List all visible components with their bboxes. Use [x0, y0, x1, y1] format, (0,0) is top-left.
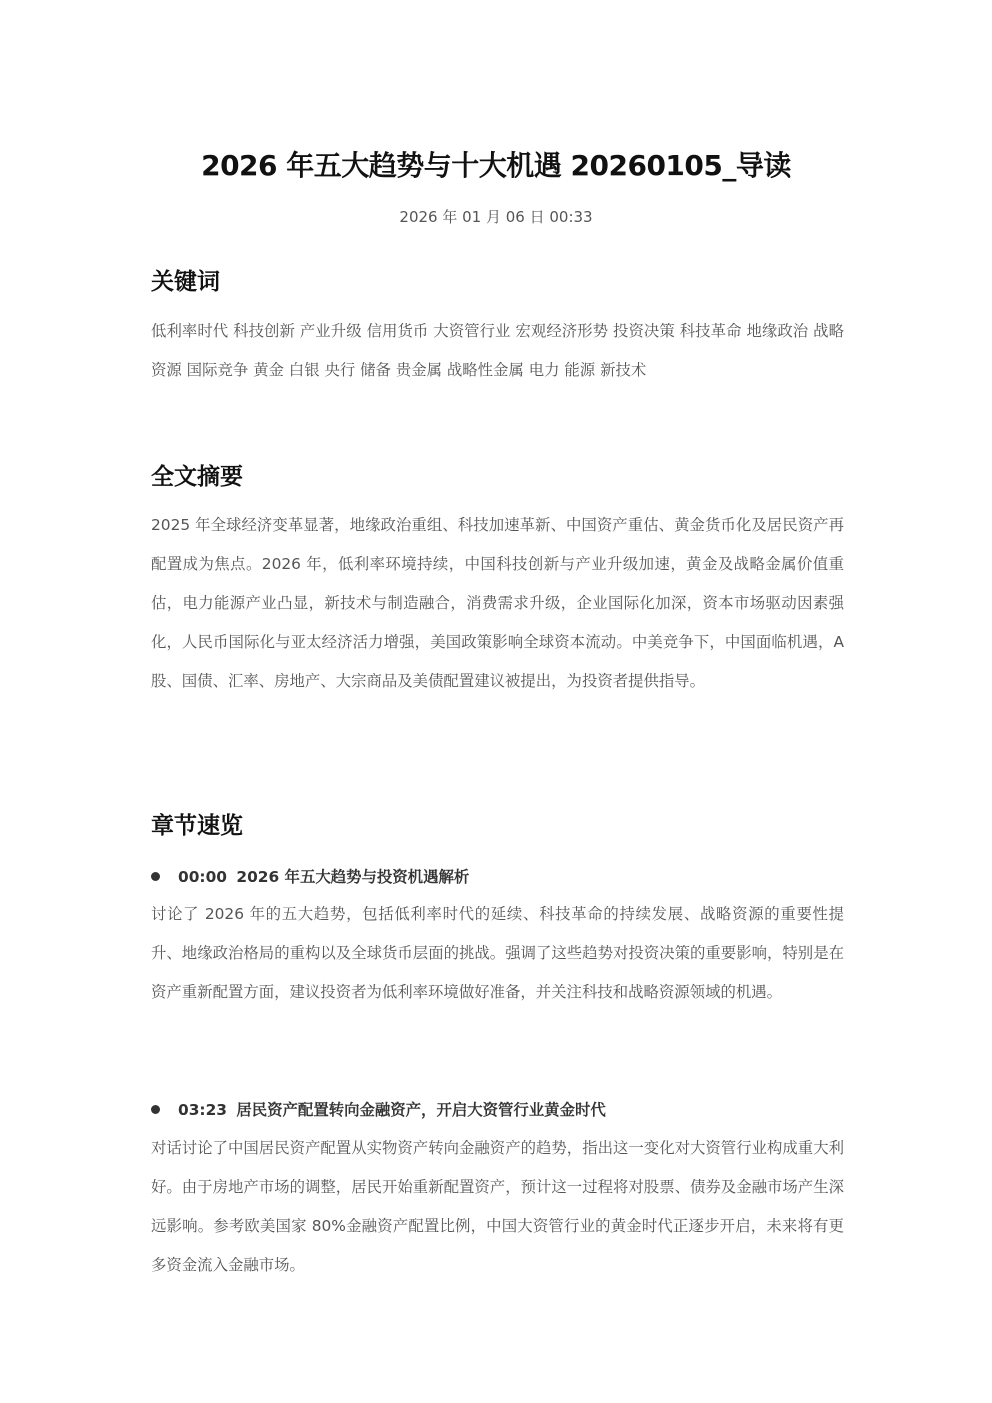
- chapter-timestamp: 03:23: [178, 1101, 227, 1119]
- chapter-item-title: [151, 865, 844, 889]
- chapter-title-text: 居民资产配置转向金融资产，开启大资管行业黄金时代: [236, 1101, 606, 1119]
- chapter-item-title: [151, 1098, 844, 1122]
- chapters-heading: 章节速览: [151, 813, 243, 839]
- summary-heading: 全文摘要: [151, 464, 243, 490]
- chapter-item-text: 对话讨论了中国居民资产配置从实物资产转向金融资产的趋势，指出这一变化对大资管行业构成重大利好。由于房地产市场的调整，居民开始重新配置资产，预计这一过程将对股票、债券及金融市场产生深远影响。参考欧美国家 80%金融资产配置比例，中国大资管行业的黄金时代正逐步开启，未来将有更多资金流入金融市场。: [151, 1139, 844, 1274]
- document-title: 2026 年五大趋势与十大机遇 20260105_导读: [201, 149, 791, 182]
- summary-text: 2025 年全球经济变革显著，地缘政治重组、科技加速革新、中国资产重估、黄金货币化及居民资产再配置成为焦点。2026 年，低利率环境持续，中国科技创新与产业升级加速，黄金及战略金属价值重估，电力能源产业凸显，新技术与制造融合，消费需求升级，企业国际化加深，资本市场驱动因素强化，人民币国际化与亚太经济活力增强，美国政策影响全球资本流动。中美竞争下，中国面临机遇，A 股、国债、汇率、房地产、大宗商品及美债配置建议被提出，为投资者提供指导。: [151, 516, 844, 690]
- document-date: 2026 年 01 月 06 日 00:33: [399, 208, 593, 226]
- keywords-heading: 关键词: [151, 269, 220, 295]
- chapter-timestamp: 00:00: [178, 868, 227, 886]
- chapter-item-text: 讨论了 2026 年的五大趋势，包括低利率时代的延续、科技革命的持续发展、战略资源的重要性提升、地缘政治格局的重构以及全球货币层面的挑战。强调了这些趋势对投资决策的重要影响，特别是在资产重新配置方面，建议投资者为低利率环境做好准备，并关注科技和战略资源领域的机遇。: [151, 905, 844, 1001]
- keywords-text: 低利率时代 科技创新 产业升级 信用货币 大资管行业 宏观经济形势 投资决策 科技革命 地缘政治 战略资源 国际竞争 黄金 白银 央行 储备 贵金属 战略性金属 电力 能源 新技术: [151, 322, 844, 379]
- bullet-icon: [151, 872, 160, 881]
- bullet-icon: [151, 1105, 160, 1114]
- chapter-title-text: 2026 年五大趋势与投资机遇解析: [236, 868, 470, 886]
